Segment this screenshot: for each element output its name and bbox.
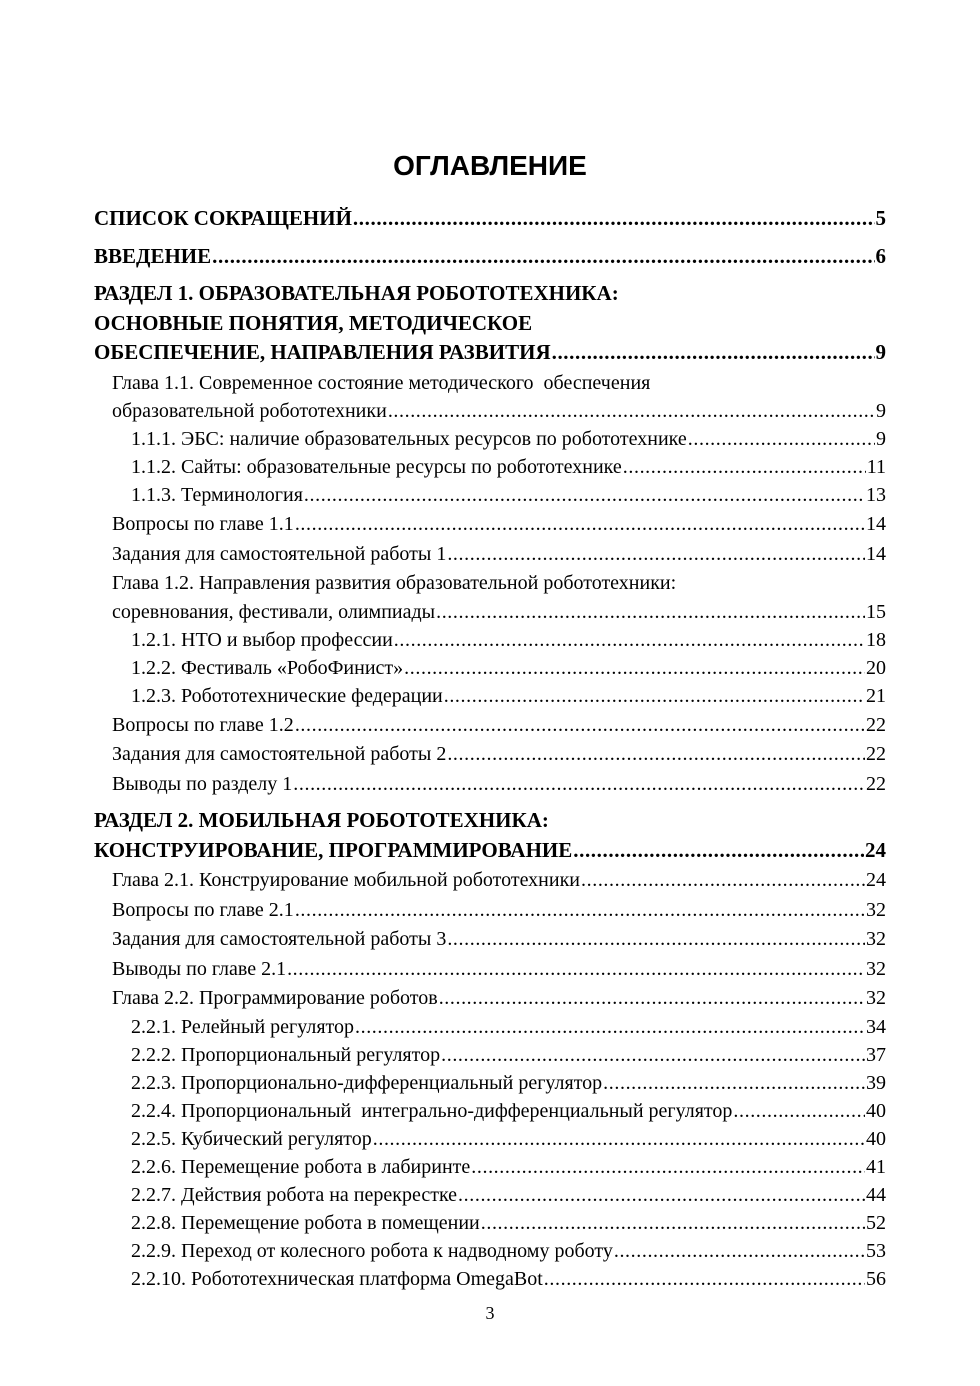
leader-dots: [614, 1237, 865, 1265]
leader-dots: [295, 511, 865, 539]
toc-entry-label: ВВЕДЕНИЕ: [94, 243, 212, 268]
leader-dots: [573, 836, 864, 866]
leader-dots: [481, 1209, 865, 1237]
leader-dots: [355, 1013, 865, 1041]
toc-entry-label: 1.1.2. Сайты: образовательные ресурсы по робототехнике: [131, 456, 622, 478]
toc-page-number: 34: [866, 1015, 886, 1038]
toc-entry-2-2-6[interactable]: [94, 1153, 886, 1181]
leader-dots: [439, 985, 865, 1013]
toc-page-number: 5: [875, 206, 886, 230]
toc-entry-label: 2.2.7. Действия робота на перекрестке: [131, 1183, 458, 1206]
toc-entry-conclusions-2-1[interactable]: [94, 956, 886, 984]
toc-entry-label: 2.2.9. Переход от колесного робота к надводному роботу: [131, 1239, 613, 1262]
toc-entry-label: соревнования, фестивали, олимпиады: [112, 600, 436, 623]
toc-entry-2-2-1[interactable]: [94, 1013, 886, 1041]
toc-entry-2-2-3[interactable]: [94, 1069, 886, 1097]
leader-dots: [287, 956, 865, 984]
toc-page-number: 32: [866, 957, 886, 980]
toc-page-number: 53: [866, 1239, 886, 1262]
toc-page-number: 40: [866, 1127, 886, 1150]
toc-entry-conclusions-section-1[interactable]: [94, 771, 886, 799]
page-title: ОГЛАВЛЕНИЕ: [393, 150, 587, 181]
toc-entry-chapter-2-1[interactable]: [94, 867, 886, 895]
toc-entry-line: Глава 1.2. Направления развития образовательной робототехники:: [112, 572, 677, 594]
leader-dots: [447, 741, 865, 769]
toc-entry-label: Задания для самостоятельной работы 3: [112, 928, 447, 950]
leader-dots: [394, 626, 865, 654]
toc-entry-tasks-3[interactable]: [94, 926, 886, 954]
toc-page-number: 9: [876, 428, 886, 450]
toc-page-number: 21: [866, 684, 886, 707]
toc-entry-label: Выводы по главе 2.1: [112, 957, 287, 980]
toc-entry-label: 2.2.8. Перемещение робота в помещении: [131, 1211, 480, 1234]
toc-entry-label: Вопросы по главе 1.1: [112, 513, 294, 535]
toc-entry-label: 2.2.2. Пропорциональный регулятор: [131, 1043, 441, 1066]
leader-dots: [581, 867, 865, 895]
toc-page-number: 32: [866, 928, 886, 950]
toc-entry-1-2-1[interactable]: [94, 626, 886, 654]
toc-page-number: 13: [866, 484, 886, 506]
leader-dots: [436, 598, 865, 626]
leader-dots: [441, 1041, 865, 1069]
toc-entry-section-1[interactable]: [94, 279, 886, 368]
toc-entry-chapter-1-1[interactable]: [94, 370, 886, 426]
toc-page-number: 37: [866, 1043, 886, 1066]
toc-page-number: 44: [866, 1183, 886, 1206]
page-number: 3: [485, 1303, 495, 1323]
toc-entry-1-1-2[interactable]: [94, 453, 886, 481]
toc-page-number: 20: [866, 656, 886, 679]
leader-dots: [623, 453, 866, 481]
toc-entry-label: КОНСТРУИРОВАНИЕ, ПРОГРАММИРОВАНИЕ: [94, 837, 573, 862]
toc-entry-2-2-7[interactable]: [94, 1181, 886, 1209]
leader-dots: [304, 481, 865, 509]
toc-page-number: 40: [866, 1099, 886, 1122]
toc-entry-line: РАЗДЕЛ 1. ОБРАЗОВАТЕЛЬНАЯ РОБОТОТЕХНИКА:: [94, 281, 619, 305]
toc-entry-label: Вопросы по главе 2.1: [112, 898, 294, 921]
toc-entry-tasks-1[interactable]: [94, 541, 886, 569]
toc-entry-label: 2.2.10. Робототехническая платформа OmegaBot: [131, 1267, 543, 1290]
leader-dots: [603, 1069, 865, 1097]
leader-dots: [544, 1265, 865, 1293]
toc-entry-questions-1-1[interactable]: [94, 511, 886, 539]
toc-entry-1-1-3[interactable]: [94, 481, 886, 509]
toc-page-number: 9: [875, 340, 886, 364]
toc-entry-2-2-5[interactable]: [94, 1125, 886, 1153]
toc-entry-label: Глава 2.1. Конструирование мобильной робототехники: [112, 869, 581, 891]
leader-dots: [295, 897, 865, 925]
leader-dots: [295, 712, 865, 740]
leader-dots: [733, 1097, 865, 1125]
toc-entry-label: СПИСОК СОКРАЩЕНИЙ: [94, 206, 352, 230]
toc-entry-label: образовательной робототехники: [112, 400, 387, 422]
leader-dots: [373, 1125, 865, 1153]
toc-entry-questions-2-1[interactable]: [94, 897, 886, 925]
toc-page-number: 32: [866, 987, 886, 1009]
toc-entry-label: Выводы по разделу 1: [112, 772, 293, 795]
toc-page-number: 41: [866, 1155, 886, 1178]
toc-entry-label: 1.2.3. Робототехнические федерации: [131, 684, 443, 707]
toc-page-number: 14: [866, 513, 886, 535]
toc-page-number: 24: [865, 837, 886, 862]
toc-entry-label: 2.2.6. Перемещение робота в лабиринте: [131, 1155, 471, 1178]
toc-entry-label: 1.2.1. НТО и выбор профессии: [131, 628, 393, 651]
toc-entry-label: 2.2.3. Пропорционально-дифференциальный регулятор: [131, 1071, 603, 1094]
leader-dots: [388, 397, 875, 425]
toc-entry-label: Задания для самостоятельной работы 1: [112, 542, 447, 565]
toc-entry-2-2-9[interactable]: [94, 1237, 886, 1265]
toc-entry-label: 1.1.1. ЭБС: наличие образовательных ресурсов по робототехнике: [131, 428, 687, 450]
toc-entry-section-2[interactable]: [94, 806, 886, 865]
leader-dots: [688, 425, 875, 453]
toc-entry-1-1-1[interactable]: [94, 425, 886, 453]
leader-dots: [404, 654, 865, 682]
toc-entry-label: Глава 2.2. Программирование роботов: [112, 987, 438, 1009]
leader-dots: [444, 682, 865, 710]
toc-page-number: 15: [866, 600, 886, 623]
toc-page-number: 22: [866, 713, 886, 736]
toc-entry-label: 1.1.3. Терминология: [131, 484, 303, 506]
toc-entry-label: Задания для самостоятельной работы 2: [112, 743, 447, 765]
toc-page-number: 32: [866, 898, 886, 921]
toc-page-number: 22: [866, 772, 886, 795]
toc-page-number: 52: [866, 1211, 886, 1234]
toc-entry-line: ОСНОВНЫЕ ПОНЯТИЯ, МЕТОДИЧЕСКОЕ: [94, 310, 533, 335]
toc-entry-2-2-10[interactable]: [94, 1265, 886, 1293]
toc-entry-line: РАЗДЕЛ 2. МОБИЛЬНАЯ РОБОТОТЕХНИКА:: [94, 808, 549, 832]
toc-page-number: 6: [875, 243, 886, 268]
leader-dots: [447, 541, 865, 569]
toc-entry-line: Глава 1.1. Современное состояние методического обеспечения: [112, 371, 651, 394]
toc-entry-2-2-8[interactable]: [94, 1209, 886, 1237]
leader-dots: [447, 926, 865, 954]
toc-entry-label: 2.2.5. Кубический регулятор: [131, 1127, 372, 1150]
toc-page-number: 14: [866, 542, 886, 565]
toc-page-number: 18: [866, 628, 886, 651]
toc-page-number: 56: [866, 1267, 886, 1290]
toc-entry-label: 1.2.2. Фестиваль «РобоФинист»: [131, 656, 404, 679]
toc-entry-chapter-2-2[interactable]: [94, 985, 886, 1013]
toc-entry-2-2-2[interactable]: [94, 1041, 886, 1069]
toc-entry-questions-1-2[interactable]: [94, 712, 886, 740]
toc-entry-1-2-2[interactable]: [94, 654, 886, 682]
toc-entry-label: 2.2.4. Пропорциональный интегрально-дифференциальный регулятор: [131, 1099, 733, 1122]
leader-dots: [353, 204, 875, 234]
leader-dots: [471, 1153, 865, 1181]
toc-entry-chapter-1-2[interactable]: [94, 570, 886, 626]
toc-entry-2-2-4[interactable]: [94, 1097, 886, 1125]
toc-entry-introduction[interactable]: [94, 242, 886, 272]
toc-page-number: 11: [866, 456, 886, 478]
toc-page-number: 9: [876, 400, 886, 422]
toc-entry-abbreviations[interactable]: [94, 204, 886, 234]
toc-page-number: 22: [866, 743, 886, 765]
leader-dots: [552, 338, 875, 368]
toc-entry-label: ОБЕСПЕЧЕНИЕ, НАПРАВЛЕНИЯ РАЗВИТИЯ: [94, 340, 551, 364]
toc-entry-1-2-3[interactable]: [94, 682, 886, 710]
table-of-contents: [94, 204, 886, 1293]
toc-entry-label: 2.2.1. Релейный регулятор: [131, 1015, 354, 1038]
toc-page-number: 24: [866, 869, 886, 891]
toc-entry-label: Вопросы по главе 1.2: [112, 713, 294, 736]
toc-page-number: 39: [866, 1071, 886, 1094]
toc-entry-tasks-2[interactable]: [94, 741, 886, 769]
leader-dots: [212, 242, 874, 272]
leader-dots: [293, 771, 865, 799]
leader-dots: [458, 1181, 865, 1209]
